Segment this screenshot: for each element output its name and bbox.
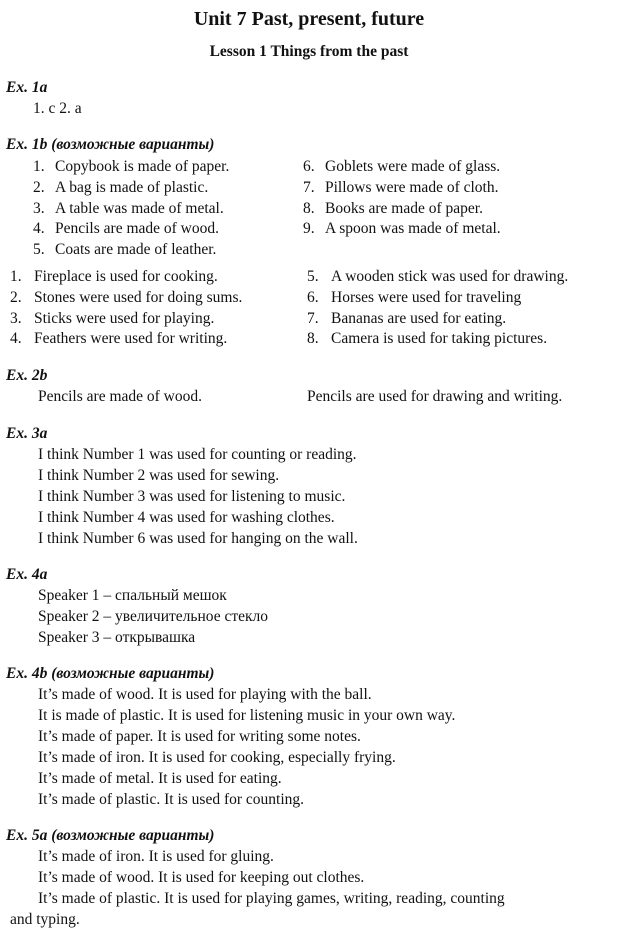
ex-3a-line: I think Number 3 was used for listening to music.	[38, 488, 346, 505]
item-text: Bananas are used for eating.	[331, 310, 507, 327]
item-number: 2.	[33, 179, 45, 196]
ex-4b-line: It’s made of metal. It is used for eating.	[38, 770, 282, 787]
ex-5a-line: It’s made of wood. It is used for keeping out clothes.	[38, 869, 365, 886]
list-item	[303, 158, 500, 176]
list-item	[303, 179, 498, 197]
item-text: Books are made of paper.	[325, 200, 483, 217]
ex-1b-heading: Ex. 1b (возможные варианты)	[6, 136, 215, 153]
item-number: 3.	[33, 200, 45, 217]
item-number: 1.	[10, 268, 22, 285]
item-text: Coats are made of leather.	[55, 241, 217, 258]
ex-2b-heading: Ex. 2b	[6, 367, 48, 384]
ex-1a-heading: Ex. 1a	[6, 79, 48, 96]
ex-4a-line: Speaker 1 – спальный мешок	[38, 587, 227, 604]
item-text: Feathers were used for writing.	[34, 330, 228, 347]
list-item	[33, 220, 219, 238]
list-item	[307, 330, 547, 348]
item-text: Goblets were made of glass.	[325, 158, 501, 175]
list-item	[33, 200, 224, 218]
ex-5a-continuation: and typing.	[10, 911, 80, 928]
item-text: A spoon was made of metal.	[325, 220, 501, 237]
ex-3a-line: I think Number 1 was used for counting or reading.	[38, 446, 357, 463]
item-text: A table was made of metal.	[55, 200, 224, 217]
ex-5a-line: It’s made of plastic. It is used for playing games, writing, reading, counting	[38, 890, 505, 907]
list-item	[307, 310, 506, 328]
item-number: 4.	[33, 220, 45, 237]
ex-4a-line: Speaker 3 – открывашка	[38, 629, 196, 646]
lesson-title: Lesson 1 Things from the past	[209, 43, 409, 60]
item-text: A wooden stick was used for drawing.	[331, 268, 569, 285]
item-number: 7.	[307, 310, 319, 327]
list-item	[307, 268, 568, 286]
list-item	[33, 158, 229, 176]
item-number: 5.	[307, 268, 319, 285]
list-item	[10, 310, 214, 328]
item-number: 7.	[303, 179, 315, 196]
item-text: Sticks were used for playing.	[34, 310, 215, 327]
ex-4a-heading: Ex. 4a	[6, 566, 48, 583]
item-text: A bag is made of plastic.	[55, 179, 209, 196]
ex-4a-line: Speaker 2 – увеличительное стекло	[38, 608, 269, 625]
ex-3a-heading: Ex. 3a	[6, 425, 48, 442]
ex-4b-heading: Ex. 4b (возможные варианты)	[6, 665, 215, 682]
item-number: 8.	[307, 330, 319, 347]
list-item	[303, 200, 483, 218]
ex-2b-right: Pencils are used for drawing and writing.	[307, 388, 563, 405]
ex-5a-heading: Ex. 5a (возможные варианты)	[6, 827, 215, 844]
item-text: Horses were used for traveling	[331, 289, 522, 306]
list-item	[10, 330, 227, 348]
item-number: 1.	[33, 158, 45, 175]
list-item	[10, 268, 218, 286]
item-text: Pillows were made of cloth.	[325, 179, 499, 196]
ex-2b-left: Pencils are made of wood.	[38, 388, 202, 405]
item-number: 8.	[303, 200, 315, 217]
item-text: Camera is used for taking pictures.	[331, 330, 548, 347]
item-text: Pencils are made of wood.	[55, 220, 219, 237]
item-number: 4.	[10, 330, 22, 347]
item-number: 3.	[10, 310, 22, 327]
unit-title: Unit 7 Past, present, future	[193, 8, 425, 30]
item-text: Stones were used for doing sums.	[34, 289, 243, 306]
ex-4b-line: It’s made of plastic. It is used for counting.	[38, 791, 305, 808]
item-text: Copybook is made of paper.	[55, 158, 230, 175]
list-item	[307, 289, 521, 307]
ex-3a-line: I think Number 2 was used for sewing.	[38, 467, 280, 484]
ex-3a-line: I think Number 4 was used for washing clothes.	[38, 509, 335, 526]
ex-3a-line: I think Number 6 was used for hanging on the wall.	[38, 530, 358, 547]
item-number: 2.	[10, 289, 22, 306]
ex-5a-line: It’s made of iron. It is used for gluing.	[38, 848, 274, 865]
ex-4b-line: It’s made of wood. It is used for playing with the ball.	[38, 686, 372, 703]
item-number: 9.	[303, 220, 315, 237]
list-item	[303, 220, 501, 238]
item-number: 6.	[303, 158, 315, 175]
ex-4b-line: It’s made of iron. It is used for cooking, especially frying.	[38, 749, 396, 766]
item-number: 6.	[307, 289, 319, 306]
list-item	[33, 241, 216, 259]
item-number: 5.	[33, 241, 45, 258]
item-text: Fireplace is used for cooking.	[34, 268, 218, 285]
ex-4b-line: It is made of plastic. It is used for listening music in your own way.	[38, 707, 456, 724]
list-item	[33, 179, 208, 197]
ex-1a-answers: 1. c 2. a	[33, 100, 82, 117]
ex-4b-line: It’s made of paper. It is used for writing some notes.	[38, 728, 361, 745]
list-item	[10, 289, 242, 307]
